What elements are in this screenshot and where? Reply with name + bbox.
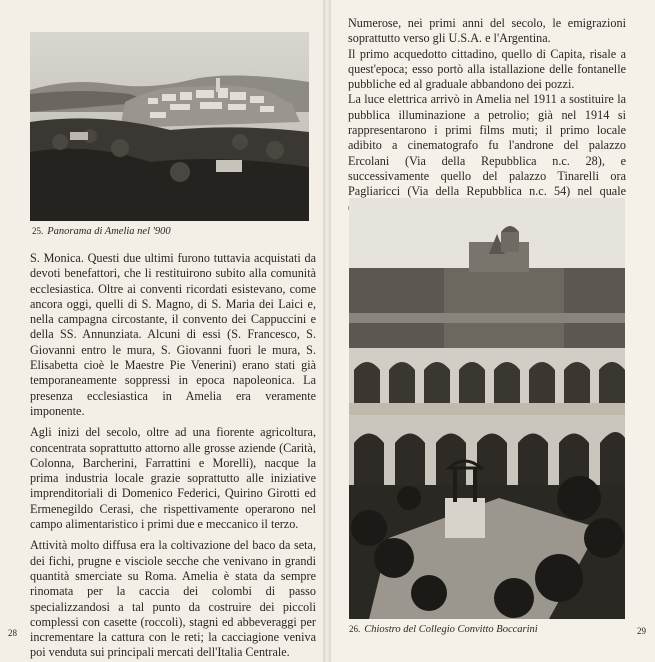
paragraph: S. Monica. Questi due ultimi furono tuttavia acquistati da devoti benefattori, che li restituirono subito alla comunità ecclesiastica. Oltre ai conventi ricordati esistevano, come ancora oggi, quelli di S. Magno, di S. Maria dei Laici e, nella campagna circostante, il convento dei Cappuccini e della SS. Annunziata. Alcuni di essi (S. Francesco, S. Giovanni entro le mura, S. Giovanni fuori le mura, S. Elisabetta cioè le Maestre Pie Venerini) erano stati già temporaneamente soppressi in epoca napoleonica. La presenza ecclesiastica in Amelia era veramente imponente.	[30, 251, 316, 418]
figure-caption-26	[349, 624, 538, 635]
left-page	[0, 0, 327, 662]
paragraph: Numerose, nei primi anni del secolo, le emigrazioni soprattutto verso gli U.S.A. e l'Argentina.	[348, 16, 626, 46]
cloister-photo	[349, 198, 625, 619]
caption-number: 25.	[32, 226, 44, 236]
right-page	[327, 0, 655, 662]
panorama-photo	[30, 32, 309, 221]
caption-number: 26.	[349, 624, 361, 634]
paragraph: Il primo acquedotto cittadino, quello di Capita, risale a quest'epoca; esso portò alla istallazione delle fontanelle pubbliche ed al graduale abbandono dei pozzi.	[348, 46, 626, 92]
right-body-text	[348, 16, 626, 215]
paragraph: Agli inizi del secolo, oltre ad una fiorente agricoltura, concentrata soprattutto attorno alle grosse aziende (Carità, Colonna, Barcherini, Farrattini e Morelli), nacque la prima industria locale grazie soprattutto alle iniziative imprenditoriali di Domenico Federici, Quirino Girotti ed Ermenegildo Cerasi, che rispettivamente operarono nel campo alimentaristico i primi due e meccanico il terzo.	[30, 425, 316, 532]
caption-text: Chiostro del Collegio Convitto Boccarini	[364, 624, 538, 635]
page-number-left: 28	[8, 628, 17, 638]
caption-text: Panorama di Amelia nel '900	[47, 226, 171, 237]
page-number-right: 29	[637, 626, 646, 636]
paragraph: La luce elettrica arrivò in Amelia nel 1911 a sostituire la pubblica illuminazione a petrolio; già nel 1914 si rappresentarono i primi films muti; il primo locale adibito a cinematografo fu l'androne del palazzo Ercolani (Via della Repubblica n.c. 28), e successivamente quello del palazzo Tinarelli ora Pagliaricci (Via della Repubblica n.c. 54) nel quale	[348, 92, 626, 199]
book-gutter	[323, 0, 331, 662]
paragraph: Attività molto diffusa era la coltivazione del baco da seta, dei fichi, prugne e visciole secche che venivano in grandi quantità smerciate su Roma. Amelia è stata da sempre rinomata per la caccia dei colombi di passo specializzandosi a tal punto da costruire dei piccoli complessi con casette (roccoli), stagni ed abbeveraggi per incrementare la cattura con le reti; la cacciagione veniva poi venduta sui principali mercati dell'Italia Centrale.	[30, 538, 316, 660]
left-body-text	[30, 251, 316, 662]
figure-caption-25	[32, 226, 171, 237]
